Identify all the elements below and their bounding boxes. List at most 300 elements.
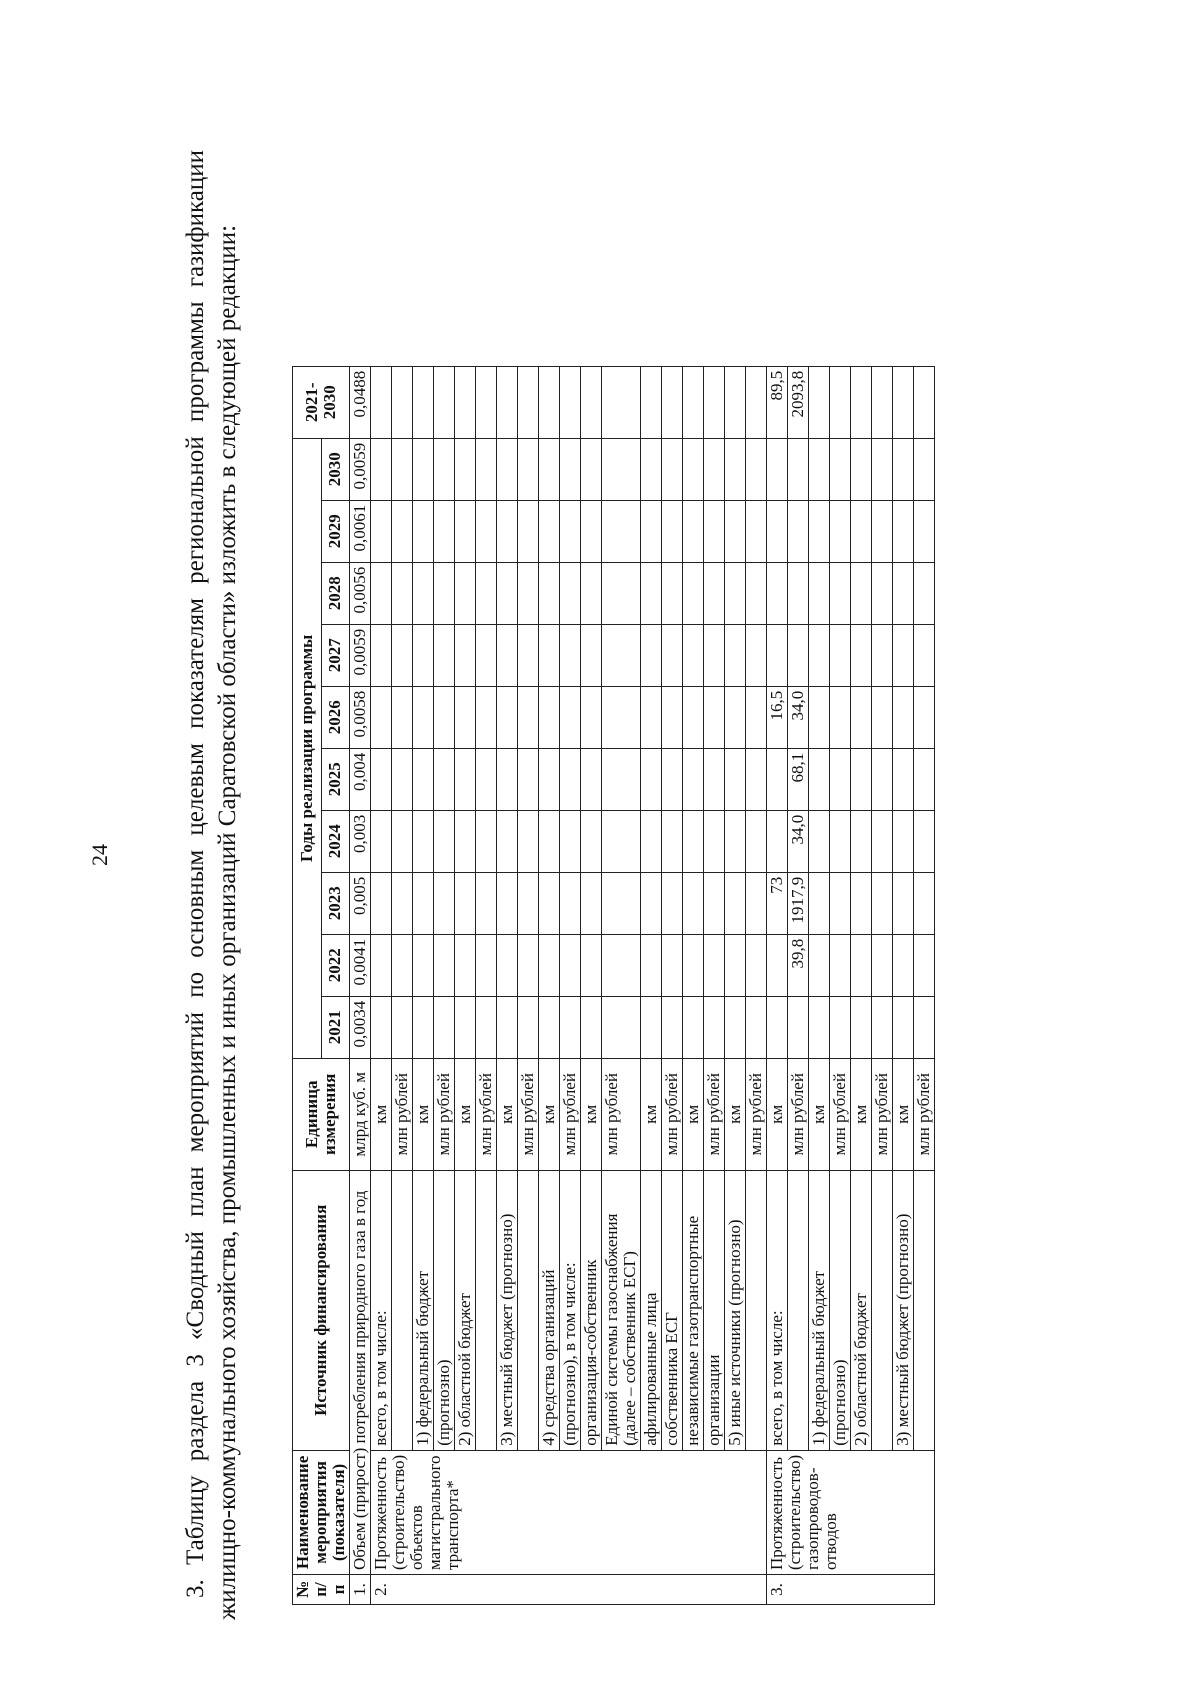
row-unit: км xyxy=(371,1058,392,1170)
value-cell: 0,0041 xyxy=(350,934,371,996)
row-unit: млн рублей xyxy=(518,1058,539,1170)
value-cell xyxy=(725,996,746,1058)
total-cell: 0,0488 xyxy=(350,366,371,438)
value-cell xyxy=(746,624,767,686)
value-cell xyxy=(560,500,581,562)
value-cell xyxy=(497,562,518,624)
value-cell xyxy=(683,562,704,624)
value-cell xyxy=(560,872,581,934)
value-cell xyxy=(704,500,725,562)
value-cell xyxy=(683,810,704,872)
row-name: Протяженность (строительство) газопроводов-отводов xyxy=(767,1450,935,1574)
table-row xyxy=(704,366,725,1604)
value-cell xyxy=(872,624,893,686)
total-cell xyxy=(809,366,830,438)
value-cell xyxy=(497,686,518,748)
value-cell xyxy=(560,624,581,686)
header-year: 2029 xyxy=(321,500,350,562)
value-cell xyxy=(830,934,851,996)
value-cell xyxy=(455,934,476,996)
value-cell xyxy=(746,996,767,1058)
value-cell xyxy=(893,748,914,810)
row-source: собственника ЕСГ xyxy=(662,1170,683,1450)
value-cell xyxy=(788,562,809,624)
value-cell xyxy=(830,810,851,872)
value-cell xyxy=(392,810,413,872)
table-row xyxy=(746,366,767,1604)
total-cell xyxy=(704,366,725,438)
value-cell xyxy=(476,934,497,996)
value-cell xyxy=(683,438,704,500)
value-cell xyxy=(371,810,392,872)
value-cell xyxy=(788,624,809,686)
table-row xyxy=(497,366,518,1604)
value-cell xyxy=(893,872,914,934)
value-cell xyxy=(683,996,704,1058)
value-cell: 34,0 xyxy=(788,686,809,748)
value-cell xyxy=(683,934,704,996)
value-cell xyxy=(518,748,539,810)
row-source: 3) местный бюджет (прогнозно) xyxy=(497,1170,518,1450)
value-cell xyxy=(830,686,851,748)
value-cell xyxy=(809,624,830,686)
row-unit: млн рублей xyxy=(476,1058,497,1170)
table-row xyxy=(725,366,746,1604)
value-cell: 16,5 xyxy=(767,686,788,748)
value-cell xyxy=(809,996,830,1058)
value-cell xyxy=(914,686,935,748)
value-cell xyxy=(581,996,602,1058)
value-cell xyxy=(413,624,434,686)
table-row xyxy=(413,366,434,1604)
value-cell xyxy=(602,934,641,996)
row-unit: км xyxy=(809,1058,830,1170)
value-cell xyxy=(581,686,602,748)
value-cell xyxy=(893,562,914,624)
row-unit: млн рублей xyxy=(746,1058,767,1170)
value-cell xyxy=(704,686,725,748)
value-cell xyxy=(539,562,560,624)
value-cell xyxy=(539,686,560,748)
value-cell: 0,0034 xyxy=(350,996,371,1058)
value-cell xyxy=(767,562,788,624)
header-num: № п/п xyxy=(293,1575,350,1605)
value-cell xyxy=(914,624,935,686)
total-cell xyxy=(872,366,893,438)
value-cell xyxy=(602,872,641,934)
value-cell xyxy=(830,872,851,934)
row-unit: км xyxy=(767,1058,788,1170)
table-row xyxy=(809,366,830,1604)
value-cell xyxy=(539,996,560,1058)
row-num: 3. xyxy=(767,1575,935,1605)
value-cell xyxy=(872,562,893,624)
value-cell xyxy=(434,934,455,996)
value-cell xyxy=(641,872,662,934)
page-number: 24 xyxy=(87,844,112,866)
row-source: 1) федеральный бюджет xyxy=(413,1170,434,1450)
value-cell xyxy=(392,686,413,748)
value-cell xyxy=(518,624,539,686)
value-cell: 39,8 xyxy=(788,934,809,996)
row-num: 1. xyxy=(350,1575,371,1605)
row-name: Протяженность (строительство) объектов магистрального транспорта* xyxy=(371,1450,767,1574)
header-year: 2027 xyxy=(321,624,350,686)
value-cell xyxy=(746,500,767,562)
value-cell xyxy=(455,748,476,810)
value-cell xyxy=(539,934,560,996)
value-cell xyxy=(809,748,830,810)
row-source: организации xyxy=(704,1170,725,1450)
value-cell xyxy=(872,934,893,996)
table-row xyxy=(539,366,560,1604)
row-source: афилированные лица xyxy=(641,1170,662,1450)
value-cell xyxy=(539,500,560,562)
header-year: 2023 xyxy=(321,872,350,934)
value-cell xyxy=(455,810,476,872)
header-total: 2021-2030 xyxy=(293,366,350,438)
value-cell xyxy=(602,562,641,624)
table-row xyxy=(371,366,392,1604)
row-source: Единой системы газоснабжения (далее – собственник ЕСГ) xyxy=(602,1170,641,1450)
table-row xyxy=(914,366,935,1604)
value-cell xyxy=(725,438,746,500)
total-cell xyxy=(851,366,872,438)
value-cell xyxy=(662,748,683,810)
value-cell xyxy=(455,872,476,934)
row-source xyxy=(392,1170,413,1450)
value-cell xyxy=(518,872,539,934)
value-cell xyxy=(767,934,788,996)
row-unit: млн рублей xyxy=(872,1058,893,1170)
value-cell xyxy=(455,624,476,686)
value-cell xyxy=(581,500,602,562)
value-cell xyxy=(851,438,872,500)
row-unit: км xyxy=(581,1058,602,1170)
value-cell xyxy=(392,624,413,686)
value-cell xyxy=(704,810,725,872)
value-cell xyxy=(476,810,497,872)
value-cell xyxy=(392,872,413,934)
row-unit: млн рублей xyxy=(830,1058,851,1170)
value-cell xyxy=(476,872,497,934)
value-cell xyxy=(455,686,476,748)
value-cell xyxy=(725,872,746,934)
total-cell xyxy=(476,366,497,438)
total-cell: 89,5 xyxy=(767,366,788,438)
row-unit: млн рублей xyxy=(914,1058,935,1170)
value-cell: 0,0059 xyxy=(350,438,371,500)
value-cell xyxy=(872,686,893,748)
row-unit: км xyxy=(725,1058,746,1170)
value-cell xyxy=(641,686,662,748)
value-cell xyxy=(560,934,581,996)
value-cell xyxy=(434,996,455,1058)
value-cell xyxy=(455,438,476,500)
value-cell xyxy=(581,624,602,686)
header-unit: Единица измерения xyxy=(293,1058,350,1170)
table-row xyxy=(602,366,641,1604)
value-cell xyxy=(413,438,434,500)
value-cell: 1917,9 xyxy=(788,872,809,934)
table-row xyxy=(851,366,872,1604)
table-row xyxy=(788,366,809,1604)
value-cell xyxy=(872,872,893,934)
value-cell xyxy=(872,438,893,500)
value-cell xyxy=(704,562,725,624)
value-cell xyxy=(767,748,788,810)
value-cell xyxy=(746,562,767,624)
value-cell xyxy=(809,872,830,934)
header-year: 2024 xyxy=(321,810,350,872)
value-cell xyxy=(560,562,581,624)
table-row xyxy=(683,366,704,1604)
value-cell xyxy=(413,686,434,748)
total-cell xyxy=(371,366,392,438)
value-cell xyxy=(725,934,746,996)
heading-text: 3. Таблицу раздела 3 «Сводный план мероприятий по основным целевым показателям региональной программы газификации жилищно-коммунального хозяйства, промышленных и иных организаций Саратовской области» изложить в следующей редакции: xyxy=(182,150,241,1620)
value-cell xyxy=(455,500,476,562)
total-cell xyxy=(830,366,851,438)
value-cell xyxy=(704,624,725,686)
value-cell xyxy=(809,500,830,562)
value-cell xyxy=(518,500,539,562)
value-cell xyxy=(872,748,893,810)
value-cell xyxy=(641,810,662,872)
value-cell xyxy=(851,500,872,562)
total-cell xyxy=(746,366,767,438)
row-unit: млн рублей xyxy=(434,1058,455,1170)
value-cell xyxy=(725,500,746,562)
value-cell xyxy=(662,872,683,934)
row-source: 2) областной бюджет xyxy=(851,1170,872,1450)
value-cell xyxy=(725,686,746,748)
table-row xyxy=(350,366,371,1604)
value-cell xyxy=(641,934,662,996)
value-cell xyxy=(641,438,662,500)
value-cell xyxy=(893,624,914,686)
row-source xyxy=(872,1170,893,1450)
total-cell xyxy=(641,366,662,438)
value-cell: 0,0061 xyxy=(350,500,371,562)
value-cell xyxy=(434,562,455,624)
value-cell xyxy=(641,624,662,686)
value-cell xyxy=(434,624,455,686)
value-cell xyxy=(413,748,434,810)
value-cell xyxy=(581,748,602,810)
value-cell: 34,0 xyxy=(788,810,809,872)
value-cell xyxy=(788,996,809,1058)
row-unit: км xyxy=(893,1058,914,1170)
value-cell xyxy=(746,934,767,996)
value-cell xyxy=(851,810,872,872)
value-cell xyxy=(767,500,788,562)
total-cell xyxy=(497,366,518,438)
value-cell xyxy=(413,500,434,562)
value-cell xyxy=(893,438,914,500)
value-cell xyxy=(497,810,518,872)
value-cell xyxy=(518,438,539,500)
table-body xyxy=(350,366,935,1604)
table-row xyxy=(641,366,662,1604)
table-row xyxy=(872,366,893,1604)
table-row xyxy=(893,366,914,1604)
value-cell xyxy=(767,438,788,500)
value-cell xyxy=(497,996,518,1058)
value-cell xyxy=(809,810,830,872)
value-cell xyxy=(497,748,518,810)
header-name: Наименование мероприятия (показателя) xyxy=(293,1450,350,1574)
value-cell xyxy=(539,748,560,810)
value-cell xyxy=(371,686,392,748)
row-source: 5) иные источники (прогнозно) xyxy=(725,1170,746,1450)
value-cell xyxy=(476,562,497,624)
value-cell xyxy=(476,996,497,1058)
row-source xyxy=(788,1170,809,1450)
value-cell xyxy=(434,500,455,562)
value-cell xyxy=(788,438,809,500)
value-cell xyxy=(704,438,725,500)
value-cell xyxy=(581,934,602,996)
value-cell xyxy=(830,438,851,500)
value-cell xyxy=(392,562,413,624)
value-cell xyxy=(704,748,725,810)
value-cell xyxy=(371,438,392,500)
value-cell xyxy=(539,438,560,500)
value-cell xyxy=(413,934,434,996)
value-cell xyxy=(434,748,455,810)
value-cell xyxy=(914,934,935,996)
value-cell xyxy=(560,996,581,1058)
total-cell xyxy=(392,366,413,438)
total-cell xyxy=(581,366,602,438)
value-cell xyxy=(872,810,893,872)
value-cell xyxy=(893,810,914,872)
value-cell xyxy=(662,934,683,996)
value-cell xyxy=(830,624,851,686)
header-year: 2026 xyxy=(321,686,350,748)
row-source: 4) средства организаций xyxy=(539,1170,560,1450)
rotated-page-content xyxy=(180,60,1180,1620)
value-cell xyxy=(662,996,683,1058)
row-source xyxy=(746,1170,767,1450)
value-cell xyxy=(683,624,704,686)
total-cell xyxy=(434,366,455,438)
table-row xyxy=(434,366,455,1604)
value-cell xyxy=(830,500,851,562)
value-cell xyxy=(662,562,683,624)
table-row xyxy=(392,366,413,1604)
value-cell xyxy=(392,748,413,810)
value-cell xyxy=(914,996,935,1058)
value-cell xyxy=(830,996,851,1058)
value-cell xyxy=(455,996,476,1058)
value-cell xyxy=(893,686,914,748)
row-unit: млн рублей xyxy=(560,1058,581,1170)
value-cell xyxy=(683,748,704,810)
value-cell xyxy=(392,500,413,562)
row-unit: млн рублей xyxy=(704,1058,725,1170)
value-cell xyxy=(914,872,935,934)
value-cell xyxy=(413,872,434,934)
value-cell xyxy=(455,562,476,624)
value-cell xyxy=(602,624,641,686)
row-source: (прогнозно) xyxy=(830,1170,851,1450)
value-cell xyxy=(914,500,935,562)
value-cell xyxy=(872,996,893,1058)
value-cell xyxy=(851,624,872,686)
total-cell xyxy=(455,366,476,438)
header-source: Источник финансирования xyxy=(293,1170,350,1450)
row-unit: млн рублей xyxy=(602,1058,641,1170)
value-cell xyxy=(641,996,662,1058)
value-cell xyxy=(851,686,872,748)
row-source: всего, в том числе: xyxy=(767,1170,788,1450)
value-cell xyxy=(893,996,914,1058)
row-unit: млн рублей xyxy=(392,1058,413,1170)
value-cell xyxy=(413,810,434,872)
value-cell: 0,0059 xyxy=(350,624,371,686)
value-cell xyxy=(371,872,392,934)
value-cell: 0,005 xyxy=(350,872,371,934)
value-cell xyxy=(413,996,434,1058)
value-cell xyxy=(392,934,413,996)
summary-plan-table-wrapper xyxy=(292,366,935,1605)
row-source: всего, в том числе: xyxy=(371,1170,392,1450)
value-cell xyxy=(641,500,662,562)
value-cell xyxy=(662,624,683,686)
value-cell xyxy=(371,624,392,686)
total-cell xyxy=(539,366,560,438)
value-cell xyxy=(434,686,455,748)
header-year: 2021 xyxy=(321,996,350,1058)
table-row xyxy=(767,366,788,1604)
row-unit: км xyxy=(641,1058,662,1170)
value-cell xyxy=(704,872,725,934)
total-cell xyxy=(560,366,581,438)
value-cell xyxy=(371,500,392,562)
total-cell: 2093,8 xyxy=(788,366,809,438)
value-cell xyxy=(767,810,788,872)
value-cell xyxy=(476,500,497,562)
value-cell xyxy=(725,810,746,872)
value-cell xyxy=(434,810,455,872)
value-cell xyxy=(662,686,683,748)
row-source: организация-собственник xyxy=(581,1170,602,1450)
value-cell xyxy=(371,996,392,1058)
value-cell: 73 xyxy=(767,872,788,934)
value-cell xyxy=(809,934,830,996)
value-cell xyxy=(725,748,746,810)
total-cell xyxy=(683,366,704,438)
value-cell xyxy=(602,996,641,1058)
value-cell xyxy=(746,438,767,500)
value-cell xyxy=(497,624,518,686)
value-cell: 0,004 xyxy=(350,748,371,810)
row-source: (прогнозно), в том числе: xyxy=(560,1170,581,1450)
value-cell xyxy=(518,562,539,624)
value-cell xyxy=(809,438,830,500)
value-cell xyxy=(560,686,581,748)
value-cell xyxy=(662,438,683,500)
value-cell xyxy=(809,562,830,624)
summary-plan-table xyxy=(292,366,935,1605)
value-cell xyxy=(476,748,497,810)
value-cell xyxy=(371,562,392,624)
value-cell xyxy=(518,810,539,872)
row-unit: км xyxy=(683,1058,704,1170)
value-cell xyxy=(767,624,788,686)
